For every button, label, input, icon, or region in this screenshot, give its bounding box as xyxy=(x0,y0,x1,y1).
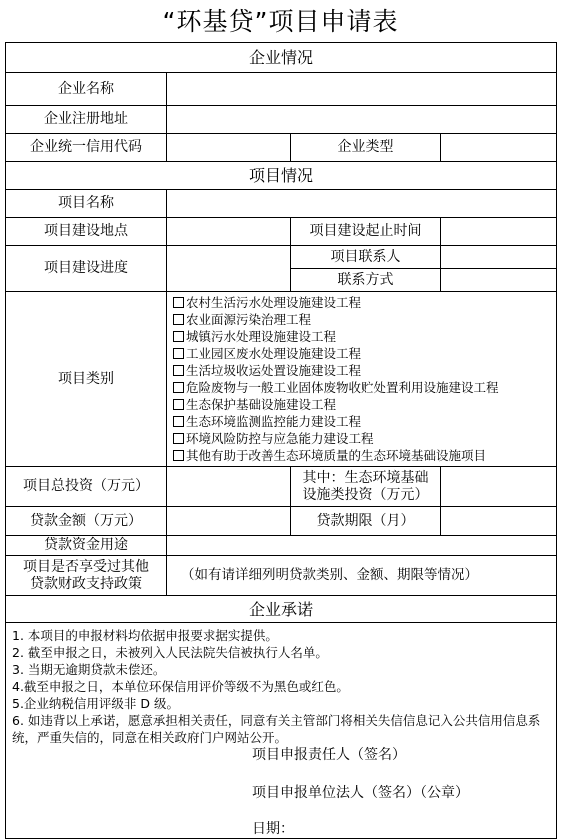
project-period-label: 项目建设起止时间 xyxy=(291,218,441,246)
section-project: 项目情况 xyxy=(6,162,557,190)
legal-rep-signature[interactable]: 项目申报单位法人（签名）（公章） xyxy=(252,785,469,801)
project-category-label: 项目类别 xyxy=(6,292,167,467)
category-item[interactable]: 生活垃圾收运处置设施建设工程 xyxy=(173,362,554,379)
infra-investment-label: 其中：生态环境基础 设施类投资（万元） xyxy=(291,467,441,507)
company-address-label: 企业注册地址 xyxy=(6,106,167,134)
checkbox-icon[interactable] xyxy=(173,450,184,461)
promise-item: 3. 当期无逾期贷款未偿还。 xyxy=(12,662,166,677)
total-investment-label: 项目总投资（万元） xyxy=(6,467,167,507)
other-support-field[interactable]: （如有请详细列明贷款类别、金额、期限等情况） xyxy=(167,556,557,596)
promise-list xyxy=(6,623,557,839)
project-name-field[interactable] xyxy=(167,190,557,218)
company-type-label: 企业类型 xyxy=(291,134,441,162)
project-location-label: 项目建设地点 xyxy=(6,218,167,246)
checkbox-icon[interactable] xyxy=(173,365,184,376)
contact-method-field[interactable] xyxy=(441,269,557,292)
other-support-label: 项目是否享受过其他 贷款财政支持政策 xyxy=(6,556,167,596)
checkbox-icon[interactable] xyxy=(173,382,184,393)
category-item[interactable]: 生态环境监测监控能力建设工程 xyxy=(173,413,554,430)
company-name-field[interactable] xyxy=(167,73,557,106)
company-address-field[interactable] xyxy=(167,106,557,134)
loan-amount-label: 贷款金额（万元） xyxy=(6,507,167,536)
project-progress-label: 项目建设进度 xyxy=(6,246,167,292)
promise-item: 4.截至申报之日，本单位环保信用评价等级不为黑色或红色。 xyxy=(12,679,349,694)
responsible-signature[interactable]: 项目申报责任人（签名） xyxy=(252,747,406,763)
credit-code-label: 企业统一信用代码 xyxy=(6,134,167,162)
section-enterprise: 企业情况 xyxy=(6,43,557,73)
checkbox-icon[interactable] xyxy=(173,433,184,444)
total-investment-field[interactable] xyxy=(167,467,291,507)
category-item[interactable]: 城镇污水处理设施建设工程 xyxy=(173,328,554,345)
checkbox-icon[interactable] xyxy=(173,348,184,359)
loan-use-label: 贷款资金用途 xyxy=(6,536,167,556)
checkbox-icon[interactable] xyxy=(173,314,184,325)
promise-item: 2. 截至申报之日，未被列入人民法院失信被执行人名单。 xyxy=(12,645,328,660)
signature-date[interactable]: 日期： xyxy=(252,821,294,837)
category-item[interactable]: 农业面源污染治理工程 xyxy=(173,311,554,328)
checkbox-icon[interactable] xyxy=(173,297,184,308)
loan-amount-field[interactable] xyxy=(167,507,291,536)
category-item[interactable]: 其他有助于改善生态环境质量的生态环境基础设施项目 xyxy=(173,447,554,464)
company-name-label: 企业名称 xyxy=(6,73,167,106)
contact-method-label: 联系方式 xyxy=(291,269,441,292)
loan-term-field[interactable] xyxy=(441,507,557,536)
section-promise: 企业承诺 xyxy=(6,596,557,623)
credit-code-field[interactable] xyxy=(167,134,291,162)
checkbox-icon[interactable] xyxy=(173,416,184,427)
checkbox-icon[interactable] xyxy=(173,331,184,342)
loan-use-field[interactable] xyxy=(167,536,557,556)
category-item[interactable]: 农村生活污水处理设施建设工程 xyxy=(173,294,554,311)
promise-item: 6. 如违背以上承诺，愿意承担相关责任，同意有关主管部门将相关失信信息记入公共信用信息系统，严重失信的，同意在相关政府门户网站公开。 xyxy=(12,713,541,745)
promise-item: 5.企业纳税信用评级非 D 级。 xyxy=(12,696,179,711)
project-location-field[interactable] xyxy=(167,218,291,246)
category-item[interactable]: 环境风险防控与应急能力建设工程 xyxy=(173,430,554,447)
promise-item: 1. 本项目的申报材料均依据申报要求据实提供。 xyxy=(12,628,278,643)
project-progress-field[interactable] xyxy=(167,246,291,292)
application-form xyxy=(5,42,557,839)
category-list xyxy=(167,292,557,467)
project-name-label: 项目名称 xyxy=(6,190,167,218)
company-type-field[interactable] xyxy=(441,134,557,162)
infra-investment-field[interactable] xyxy=(441,467,557,507)
project-period-field[interactable] xyxy=(441,218,557,246)
checkbox-icon[interactable] xyxy=(173,399,184,410)
category-item[interactable]: 危险废物与一般工业固体废物收贮处置利用设施建设工程 xyxy=(173,379,554,396)
form-title: “环基贷”项目申请表 xyxy=(162,7,399,36)
category-item[interactable]: 生态保护基础设施建设工程 xyxy=(173,396,554,413)
project-contact-label: 项目联系人 xyxy=(291,246,441,269)
project-contact-field[interactable] xyxy=(441,246,557,269)
loan-term-label: 贷款期限（月） xyxy=(291,507,441,536)
category-item[interactable]: 工业园区废水处理设施建设工程 xyxy=(173,345,554,362)
